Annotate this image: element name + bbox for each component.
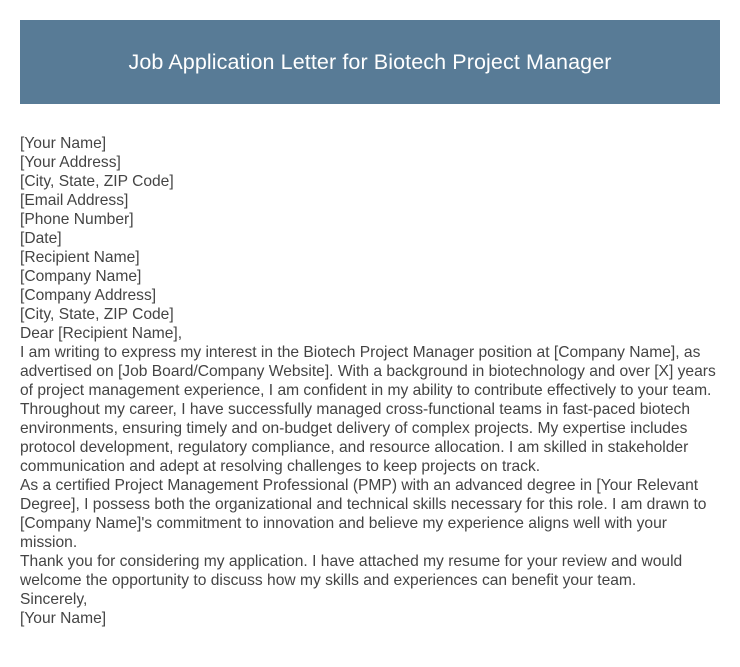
closing: Sincerely, [20, 591, 88, 608]
recipient-company: [Company Name] [20, 268, 142, 285]
paragraph-closing: Thank you for considering my application. I have attached my resume for your review and would welcome the opportunity to discuss how my skills and experiences can benefit your team. [20, 553, 683, 589]
sender-email: [Email Address] [20, 192, 129, 209]
sender-block [20, 134, 722, 248]
page-title: Job Application Letter for Biotech Project Manager [128, 49, 612, 74]
sender-city-state-zip: [City, State, ZIP Code] [20, 173, 174, 190]
paragraph-intro: I am writing to express my interest in the Biotech Project Manager position at [Company Name], as advertised on [Job Board/Company Website]. With a background in biotechnology and over [X] years of project management experience, I am confident in my ability to contribute effectively to your team. [20, 344, 716, 399]
salutation: Dear [Recipient Name], [20, 325, 183, 342]
letter-date: [Date] [20, 230, 62, 247]
sender-phone: [Phone Number] [20, 211, 134, 228]
letter-header-banner [20, 20, 720, 104]
recipient-block [20, 248, 722, 324]
paragraph-experience: Throughout my career, I have successfully managed cross-functional teams in fast-paced biotech environments, ensuring timely and on-budget delivery of complex projects. My expertise includes protocol development, regulatory compliance, and resource allocation. I am skilled in stakeholder communication and adept at resolving challenges to keep projects on track. [20, 401, 691, 475]
recipient-company-address: [Company Address] [20, 287, 157, 304]
letter-body [20, 134, 722, 628]
recipient-name: [Recipient Name] [20, 249, 140, 266]
signature: [Your Name] [20, 610, 107, 627]
sender-name: [Your Name] [20, 135, 107, 152]
sender-address: [Your Address] [20, 154, 121, 171]
paragraph-qualifications: As a certified Project Management Professional (PMP) with an advanced degree in [Your Relevant Degree], I possess both the organizational and technical skills necessary for this role. I am drawn to [Company Name]'s commitment to innovation and believe my experience aligns well with your mission. [20, 477, 707, 551]
recipient-city-state-zip: [City, State, ZIP Code] [20, 306, 174, 323]
